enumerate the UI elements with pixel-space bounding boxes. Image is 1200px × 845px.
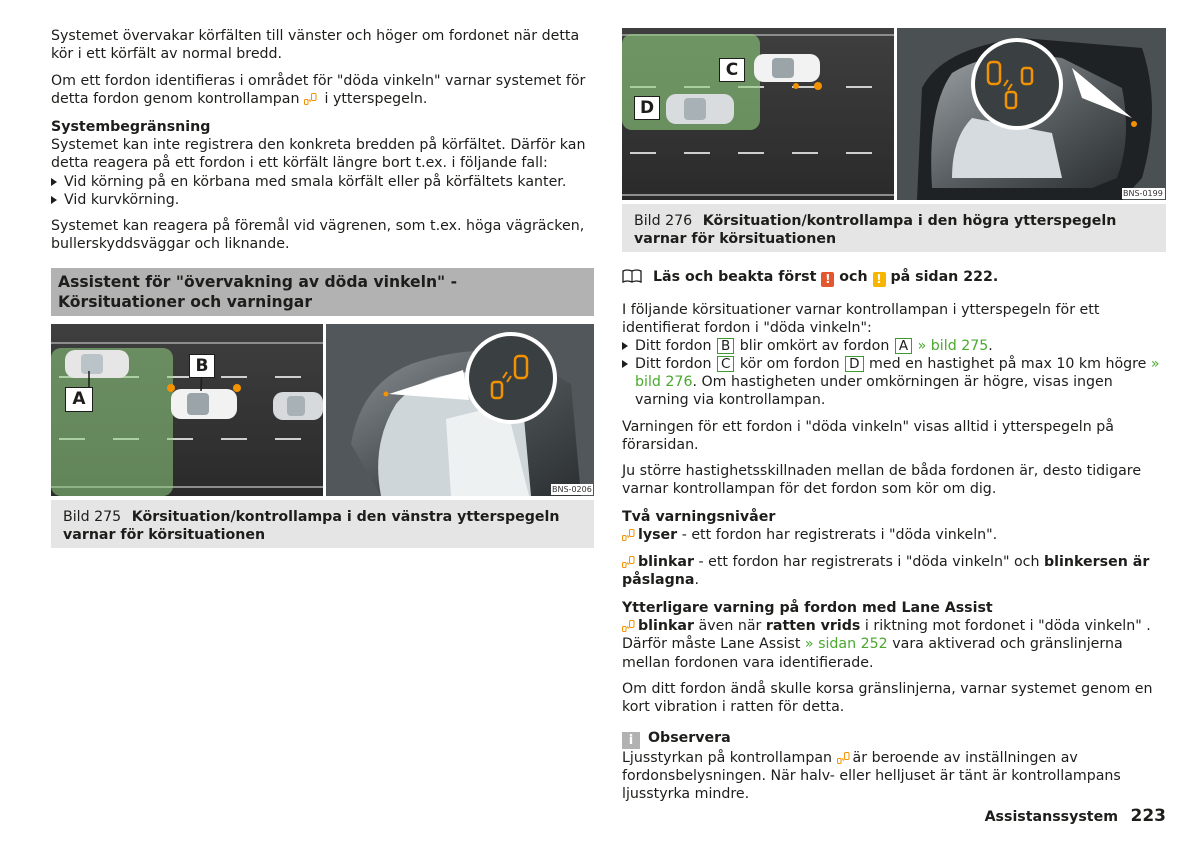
label-b: B [189, 354, 215, 378]
intro-paragraph-2 [51, 72, 594, 108]
box-label-c: C [717, 356, 734, 372]
caption-text: Körsituation/kontrollampa i den högra ytterspegeln varnar för körsituationen [634, 213, 1117, 248]
roadside-paragraph: Systemet kan reagera på föremål vid vägrenen, som t.ex. höga vägräcken, bullerskyddsväggar och liknande. [51, 218, 585, 253]
system-limits-block [51, 118, 594, 209]
lane-assist-text: blinkar även när ratten vrids i riktning mot fordonet i "döda vinkeln" . Därför måste Lane Assist » sidan 252 vara aktiverad och gränslinjerna mellan fordonen vara identifierade. [622, 618, 1151, 671]
figure-code: BNS-0199 [1123, 189, 1163, 198]
lane-assist-heading: Ytterligare varning på fordon med Lane Assist [622, 600, 993, 616]
blind-spot-lamp-icon [622, 620, 635, 632]
warning-levels-block [622, 508, 1166, 544]
warning-yellow-icon: ! [873, 272, 886, 287]
box-label-b: B [717, 338, 734, 354]
figure-276 [622, 28, 1166, 200]
bullet-arrow-icon [622, 342, 628, 350]
footer-section: Assistanssystem [984, 809, 1118, 825]
box-label-d: D [845, 356, 863, 372]
figure-276-caption [622, 204, 1166, 252]
page-footer [985, 806, 1166, 826]
figure-276-illustration [622, 28, 1166, 200]
page-number: 223 [1130, 806, 1166, 826]
figure-275-illustration [51, 324, 594, 496]
bullet-arrow-icon [622, 360, 628, 368]
book-icon [622, 269, 642, 283]
level-2: blinkar - ett fordon har registrerats i "döda vinkeln" och blinkersen är påslagna. [622, 554, 1150, 589]
intro-2-text-b: i ytterspegeln. [324, 91, 428, 108]
note-heading-line: i Observera [622, 729, 1166, 749]
blind-spot-lamp-icon [837, 752, 850, 764]
blind-spot-lamp-icon [304, 93, 317, 105]
section-heading: Assistent för "övervakning av döda vinkeln" - Körsituationer och varningar [51, 268, 594, 316]
note-block [622, 729, 1166, 804]
intro-paragraph-1: Systemet övervakar körfälten till vänster och höger om fordonet när detta kör i ett körfält av normal bredd. [51, 28, 580, 63]
box-label-a: A [895, 338, 912, 354]
situation-1: Ditt fordon B blir omkört av fordon A » bild 275. [622, 337, 1166, 355]
figure-275-caption [51, 500, 594, 548]
read-first-text: Läs och beakta först [652, 269, 817, 285]
caption-number: Bild 275 [63, 509, 122, 525]
situation-2: Ditt fordon C kör om fordon D med en hastighet på max 10 km högre » bild 276. Om hastigheten under omkörningen är högre, visas ingen varning via kontrollampan. [622, 355, 1166, 410]
limits-heading: Systembegränsning [51, 119, 211, 135]
limits-item-2: Vid kurvkörning. [51, 191, 594, 209]
read-first-line [622, 268, 1166, 287]
limits-text: Systemet kan inte registrera den konkreta bredden på körfältet. Därför kan detta reagera på ett fordon i ett körfält längre bort t.ex. i följande fall: [51, 137, 586, 172]
caption-text: Körsituation/kontrollampa i den vänstra ytterspegeln varnar för körsituationen [63, 509, 560, 544]
read-page-text: på sidan 222. [890, 269, 999, 285]
blind-spot-lamp-icon [622, 556, 635, 568]
crossing-paragraph: Om ditt fordon ändå skulle korsa gränslinjerna, varnar systemet genom en kort vibration i ratten för detta. [622, 681, 1153, 716]
intro-2-text-a: Om ett fordon identifieras i området för "döda vinkeln" varnar systemet för detta fordon genom kontrollampan [51, 73, 586, 108]
label-d: D [634, 96, 660, 120]
caption-number: Bild 276 [634, 213, 693, 229]
level-1: lyser - ett fordon har registrerats i "döda vinkeln". [622, 526, 1166, 544]
link-sidan-252[interactable]: » sidan 252 [804, 636, 888, 653]
link-bild-276[interactable]: » bild 276 [635, 356, 1160, 391]
driver-side-warning: Varningen för ett fordon i "döda vinkeln" visas alltid i ytterspegeln på förarsidan. [622, 419, 1114, 454]
warning-levels-heading: Två varningsnivåer [622, 509, 776, 525]
bullet-arrow-icon [51, 178, 57, 186]
limits-item-1: Vid körning på en körbana med smala körfält eller på körfältets kanter. [51, 173, 594, 191]
bullet-arrow-icon [51, 196, 57, 204]
figure-code: BNS-0206 [552, 485, 592, 494]
info-icon: i [622, 732, 640, 749]
lane-assist-block [622, 599, 1166, 672]
read-and-text: och [839, 269, 868, 285]
label-a: A [65, 387, 93, 412]
blind-spot-lamp-icon [622, 529, 635, 541]
link-bild-275[interactable]: » bild 275 [917, 338, 989, 354]
figure-275 [51, 324, 594, 496]
speed-difference: Ju större hastighetsskillnaden mellan de båda fordonen är, desto tidigare varnar kontrollampan för det fordon som kör om dig. [622, 463, 1142, 498]
situations-intro: I följande körsituationer varnar kontrollampan i ytterspegeln för ett identifierat fordon i "döda vinkeln": [622, 302, 1100, 337]
car-a [65, 350, 129, 378]
label-c: C [719, 58, 745, 82]
note-text: Ljusstyrkan på kontrollampan är beroende av inställningen av fordonsbelysningen. När halv- eller helljuset är tänt är kontrollampans ljusstyrka mindre. [622, 750, 1121, 803]
warning-red-icon: ! [821, 272, 834, 287]
